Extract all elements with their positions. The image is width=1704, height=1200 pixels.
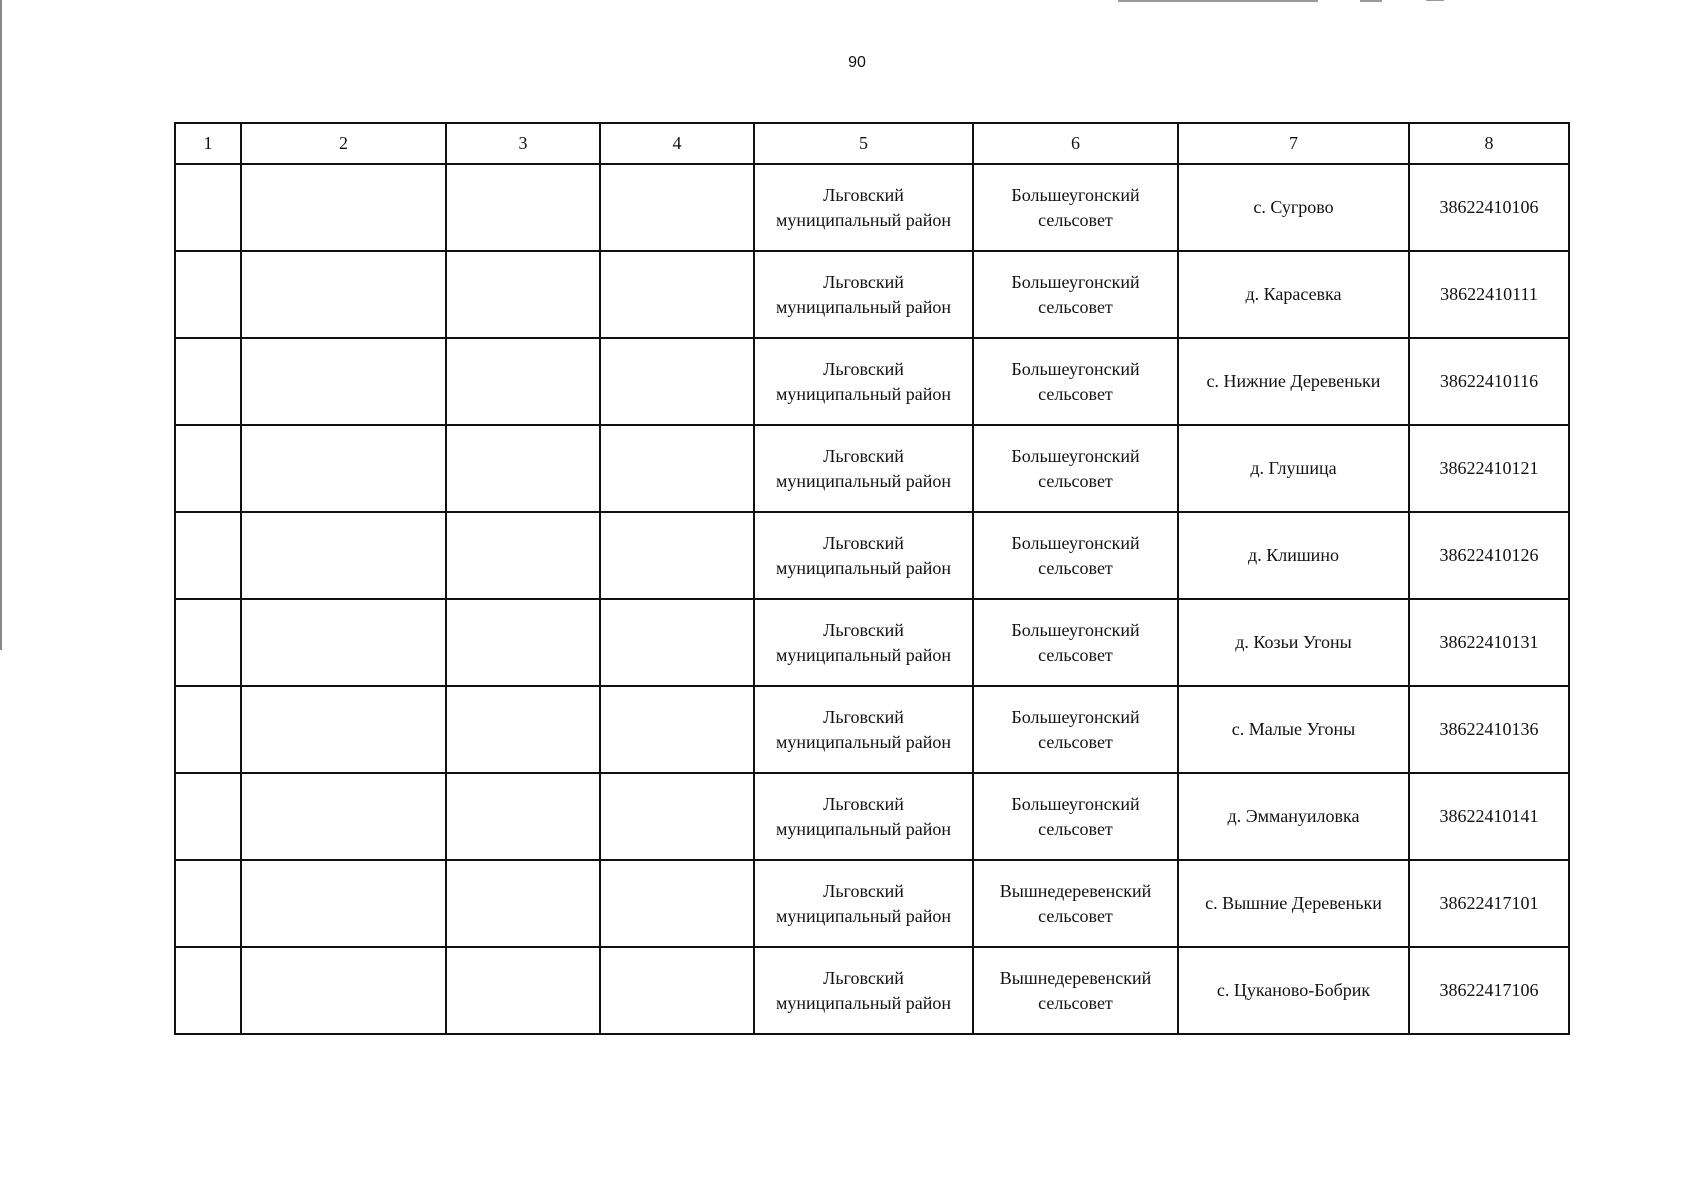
cell-col2 xyxy=(241,947,446,1034)
table-row xyxy=(175,338,1569,425)
council-type: сельсовет xyxy=(1038,905,1113,926)
column-header-5: 5 xyxy=(754,123,973,164)
cell-col4 xyxy=(600,512,754,599)
district-name: Льговский xyxy=(823,967,904,988)
scan-top-mark xyxy=(1426,0,1444,1)
cell-col3 xyxy=(446,338,600,425)
cell-settlement: с. Сугрово xyxy=(1178,164,1409,251)
cell-council xyxy=(973,512,1178,599)
table-row xyxy=(175,425,1569,512)
cell-col4 xyxy=(600,251,754,338)
cell-col4 xyxy=(600,773,754,860)
council-type: сельсовет xyxy=(1038,644,1113,665)
cell-col2 xyxy=(241,773,446,860)
table-row xyxy=(175,773,1569,860)
district-type: муниципальный район xyxy=(775,818,951,839)
cell-code: 38622417101 xyxy=(1409,860,1569,947)
cell-col3 xyxy=(446,773,600,860)
cell-col3 xyxy=(446,599,600,686)
table-row xyxy=(175,251,1569,338)
cell-settlement: с. Малые Угоны xyxy=(1178,686,1409,773)
cell-district xyxy=(754,512,973,599)
district-type: муниципальный район xyxy=(775,644,951,665)
council-type: сельсовет xyxy=(1038,818,1113,839)
cell-col3 xyxy=(446,947,600,1034)
cell-col4 xyxy=(600,599,754,686)
cell-code: 38622410126 xyxy=(1409,512,1569,599)
district-name: Льговский xyxy=(823,532,904,553)
cell-col3 xyxy=(446,686,600,773)
cell-col2 xyxy=(241,686,446,773)
district-type: муниципальный район xyxy=(775,992,951,1013)
cell-settlement: с. Цуканово-Бобрик xyxy=(1178,947,1409,1034)
cell-settlement: д. Клишино xyxy=(1178,512,1409,599)
scan-top-mark xyxy=(1118,0,1318,2)
cell-settlement: с. Нижние Деревеньки xyxy=(1178,338,1409,425)
cell-council xyxy=(973,773,1178,860)
council-name: Вышнедеревенский xyxy=(999,967,1152,988)
cell-col1 xyxy=(175,164,241,251)
column-header-6: 6 xyxy=(973,123,1178,164)
council-type: сельсовет xyxy=(1038,383,1113,404)
table-row xyxy=(175,512,1569,599)
cell-code: 38622417106 xyxy=(1409,947,1569,1034)
cell-col1 xyxy=(175,773,241,860)
cell-council xyxy=(973,860,1178,947)
cell-council xyxy=(973,251,1178,338)
cell-col2 xyxy=(241,860,446,947)
table-row xyxy=(175,164,1569,251)
cell-col4 xyxy=(600,164,754,251)
cell-col1 xyxy=(175,599,241,686)
cell-col3 xyxy=(446,860,600,947)
cell-col2 xyxy=(241,425,446,512)
settlements-table xyxy=(174,122,1570,1035)
cell-district xyxy=(754,686,973,773)
cell-code: 38622410121 xyxy=(1409,425,1569,512)
cell-col3 xyxy=(446,251,600,338)
district-name: Льговский xyxy=(823,619,904,640)
cell-col3 xyxy=(446,512,600,599)
cell-col3 xyxy=(446,425,600,512)
council-type: сельсовет xyxy=(1038,731,1113,752)
council-type: сельсовет xyxy=(1038,992,1113,1013)
cell-district xyxy=(754,599,973,686)
cell-col2 xyxy=(241,251,446,338)
cell-col4 xyxy=(600,338,754,425)
district-type: муниципальный район xyxy=(775,470,951,491)
district-name: Льговский xyxy=(823,271,904,292)
cell-settlement: д. Карасевка xyxy=(1178,251,1409,338)
council-name: Большеугонский xyxy=(1011,358,1140,379)
cell-district xyxy=(754,860,973,947)
cell-council xyxy=(973,338,1178,425)
council-name: Большеугонский xyxy=(1011,445,1140,466)
council-type: сельсовет xyxy=(1038,296,1113,317)
cell-col1 xyxy=(175,860,241,947)
district-name: Льговский xyxy=(823,706,904,727)
cell-council xyxy=(973,947,1178,1034)
cell-settlement: д. Козьи Угоны xyxy=(1178,599,1409,686)
cell-district xyxy=(754,251,973,338)
column-header-2: 2 xyxy=(241,123,446,164)
table-row xyxy=(175,686,1569,773)
district-type: муниципальный район xyxy=(775,731,951,752)
cell-settlement: д. Глушица xyxy=(1178,425,1409,512)
cell-col1 xyxy=(175,947,241,1034)
district-name: Льговский xyxy=(823,358,904,379)
column-header-4: 4 xyxy=(600,123,754,164)
cell-district xyxy=(754,773,973,860)
council-type: сельсовет xyxy=(1038,557,1113,578)
cell-col1 xyxy=(175,251,241,338)
cell-col1 xyxy=(175,425,241,512)
cell-council xyxy=(973,425,1178,512)
council-name: Большеугонский xyxy=(1011,271,1140,292)
district-name: Льговский xyxy=(823,793,904,814)
cell-district xyxy=(754,425,973,512)
district-name: Льговский xyxy=(823,184,904,205)
cell-council xyxy=(973,599,1178,686)
cell-col2 xyxy=(241,512,446,599)
cell-col1 xyxy=(175,686,241,773)
table-row xyxy=(175,599,1569,686)
district-type: муниципальный район xyxy=(775,557,951,578)
cell-col1 xyxy=(175,338,241,425)
cell-col2 xyxy=(241,338,446,425)
cell-settlement: д. Эммануиловка xyxy=(1178,773,1409,860)
cell-settlement: с. Вышние Деревеньки xyxy=(1178,860,1409,947)
cell-council xyxy=(973,686,1178,773)
cell-col4 xyxy=(600,425,754,512)
cell-code: 38622410116 xyxy=(1409,338,1569,425)
column-number-row xyxy=(175,123,1569,164)
council-name: Большеугонский xyxy=(1011,619,1140,640)
district-name: Льговский xyxy=(823,880,904,901)
cell-col4 xyxy=(600,686,754,773)
cell-col2 xyxy=(241,164,446,251)
district-type: муниципальный район xyxy=(775,209,951,230)
cell-code: 38622410141 xyxy=(1409,773,1569,860)
table-row xyxy=(175,860,1569,947)
cell-district xyxy=(754,338,973,425)
council-name: Вышнедеревенский xyxy=(999,880,1152,901)
cell-council xyxy=(973,164,1178,251)
council-type: сельсовет xyxy=(1038,470,1113,491)
district-type: муниципальный район xyxy=(775,383,951,404)
column-header-8: 8 xyxy=(1409,123,1569,164)
council-name: Большеугонский xyxy=(1011,793,1140,814)
council-type: сельсовет xyxy=(1038,209,1113,230)
cell-code: 38622410111 xyxy=(1409,251,1569,338)
scan-top-mark xyxy=(1360,0,1382,2)
district-name: Льговский xyxy=(823,445,904,466)
column-header-3: 3 xyxy=(446,123,600,164)
council-name: Большеугонский xyxy=(1011,532,1140,553)
council-name: Большеугонский xyxy=(1011,706,1140,727)
scan-edge-mark xyxy=(0,0,2,650)
page-number: 90 xyxy=(848,54,866,71)
cell-col1 xyxy=(175,512,241,599)
cell-district xyxy=(754,947,973,1034)
cell-col2 xyxy=(241,599,446,686)
cell-district xyxy=(754,164,973,251)
table-row xyxy=(175,947,1569,1034)
column-header-1: 1 xyxy=(175,123,241,164)
district-type: муниципальный район xyxy=(775,296,951,317)
column-header-7: 7 xyxy=(1178,123,1409,164)
cell-code: 38622410136 xyxy=(1409,686,1569,773)
cell-col4 xyxy=(600,947,754,1034)
cell-code: 38622410131 xyxy=(1409,599,1569,686)
cell-col4 xyxy=(600,860,754,947)
council-name: Большеугонский xyxy=(1011,184,1140,205)
cell-col3 xyxy=(446,164,600,251)
cell-code: 38622410106 xyxy=(1409,164,1569,251)
district-type: муниципальный район xyxy=(775,905,951,926)
